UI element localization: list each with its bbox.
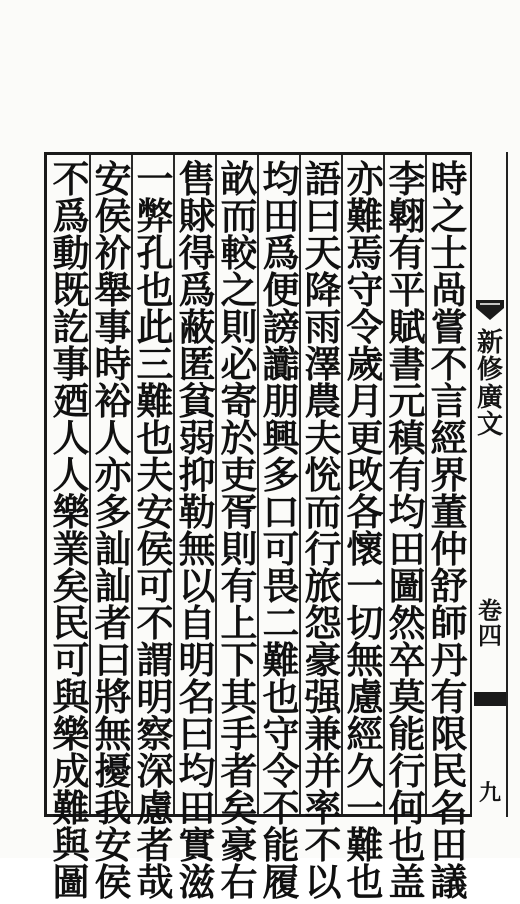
character: 哉 [136, 860, 174, 904]
character: 手 [220, 712, 258, 756]
character: 田 [388, 527, 426, 571]
character: 均 [388, 490, 426, 534]
character: 業 [52, 527, 90, 571]
character: 也 [388, 823, 426, 867]
character: 田 [262, 194, 300, 238]
character: 較 [220, 231, 258, 275]
text-column [343, 157, 387, 904]
character: 能 [262, 823, 300, 867]
character: 平 [388, 268, 426, 312]
character: 降 [304, 268, 342, 312]
character: 夫 [136, 453, 174, 497]
character: 貧 [178, 379, 216, 423]
character: 不 [262, 786, 300, 830]
character: 多 [94, 490, 132, 534]
character: 可 [262, 527, 300, 571]
character: 仲 [430, 527, 468, 571]
character: 亦 [346, 157, 384, 201]
gutter-border [506, 152, 508, 817]
character: 人 [52, 416, 90, 460]
character: 翺 [388, 194, 426, 238]
character: 與 [52, 823, 90, 867]
character: 胥 [220, 490, 258, 534]
character: 也 [346, 860, 384, 904]
character: 難 [346, 823, 384, 867]
character: 時 [94, 342, 132, 386]
character: 時 [430, 157, 468, 201]
character: 而 [304, 490, 342, 534]
character: 既 [52, 268, 90, 312]
text-column [301, 157, 345, 904]
character: 率 [304, 786, 342, 830]
character: 則 [220, 527, 258, 571]
character: 議 [430, 860, 468, 904]
character: 書 [388, 342, 426, 386]
character: 訕 [94, 564, 132, 608]
character: 難 [346, 194, 384, 238]
character: 舒 [430, 564, 468, 608]
character: 明 [178, 638, 216, 682]
character: 安 [94, 157, 132, 201]
character: 無 [94, 712, 132, 756]
character: 成 [52, 749, 90, 793]
gutter-character: 卷 [478, 596, 502, 625]
gutter-character: 新 [476, 328, 503, 358]
character: 廼 [52, 379, 90, 423]
character: 李 [388, 157, 426, 201]
character: 澤 [304, 342, 342, 386]
character: 有 [220, 564, 258, 608]
character: 無 [346, 638, 384, 682]
character: 其 [220, 675, 258, 719]
character: 慮 [136, 786, 174, 830]
character: 田 [430, 823, 468, 867]
character: 畝 [220, 157, 258, 201]
text-column [385, 157, 429, 904]
character: 侯 [136, 527, 174, 571]
character: 曰 [94, 638, 132, 682]
character: 豪 [220, 823, 258, 867]
gutter-block-mark [474, 692, 506, 706]
character: 以 [178, 564, 216, 608]
character: 興 [262, 416, 300, 460]
character: 自 [178, 601, 216, 645]
character: 二 [262, 601, 300, 645]
character: 謂 [136, 638, 174, 682]
character: 事 [94, 305, 132, 349]
character: 有 [388, 453, 426, 497]
character: 爲 [52, 194, 90, 238]
character: 旅 [304, 564, 342, 608]
character: 爲 [262, 231, 300, 275]
character: 安 [136, 490, 174, 534]
character: 嘗 [430, 305, 468, 349]
character: 圖 [52, 860, 90, 904]
character: 元 [388, 379, 426, 423]
character: 守 [262, 712, 300, 756]
character: 經 [430, 416, 468, 460]
character: 均 [178, 749, 216, 793]
character: 更 [346, 416, 384, 460]
character: 田 [178, 786, 216, 830]
character: 言 [430, 379, 468, 423]
character: 何 [388, 786, 426, 830]
character: 弊 [136, 194, 174, 238]
character: 民 [52, 601, 90, 645]
character: 界 [430, 453, 468, 497]
character: 一 [346, 786, 384, 830]
text-column [91, 157, 135, 904]
character: 裕 [94, 379, 132, 423]
character: 於 [220, 416, 258, 460]
text-column [259, 157, 303, 904]
character: 限 [430, 712, 468, 756]
character: 亦 [94, 453, 132, 497]
gutter-bottom-mark: 九 [478, 780, 501, 806]
character: 謗 [262, 305, 300, 349]
gutter-character: 廣 [476, 382, 503, 413]
character: 不 [304, 823, 342, 867]
character: 難 [136, 379, 174, 423]
character: 與 [52, 675, 90, 719]
character: 無 [178, 527, 216, 571]
character: 樂 [52, 490, 90, 534]
character: 動 [52, 231, 90, 275]
character: 明 [136, 675, 174, 719]
character: 歲 [346, 342, 384, 386]
character: 行 [388, 749, 426, 793]
character: 也 [136, 416, 174, 460]
character: 經 [346, 712, 384, 756]
character: 朋 [262, 379, 300, 423]
character: 切 [346, 601, 384, 645]
character: 賕 [178, 194, 216, 238]
character: 口 [262, 490, 300, 534]
gutter-title [474, 330, 506, 439]
character: 有 [430, 675, 468, 719]
character: 必 [220, 342, 258, 386]
character: 深 [136, 749, 174, 793]
fishtail-mark-icon [476, 300, 504, 322]
character: 孔 [136, 231, 174, 275]
character: 矣 [52, 564, 90, 608]
character: 懷 [346, 527, 384, 571]
character: 天 [304, 231, 342, 275]
character: 祄 [94, 231, 132, 275]
text-frame [44, 152, 472, 904]
character: 履 [262, 860, 300, 904]
character: 月 [346, 379, 384, 423]
character: 察 [136, 712, 174, 756]
character: 然 [388, 601, 426, 645]
character: 吏 [220, 453, 258, 497]
character: 攺 [346, 453, 384, 497]
character: 也 [136, 268, 174, 312]
character: 以 [304, 860, 342, 904]
gutter-character: 修 [476, 355, 503, 386]
gutter-page-label [474, 596, 506, 651]
gutter-character: 文 [476, 409, 503, 440]
character: 農 [304, 379, 342, 423]
character: 曰 [304, 194, 342, 238]
character: 不 [52, 157, 90, 201]
character: 有 [388, 231, 426, 275]
text-column [49, 157, 93, 904]
character: 難 [52, 786, 90, 830]
character: 强 [304, 675, 342, 719]
text-column [175, 157, 219, 904]
text-column [217, 157, 261, 904]
character: 豪 [304, 638, 342, 682]
character: 而 [220, 194, 258, 238]
character: 各 [346, 490, 384, 534]
character: 并 [304, 749, 342, 793]
character: 擾 [94, 749, 132, 793]
character: 訕 [94, 527, 132, 571]
character: 侯 [94, 194, 132, 238]
character: 訖 [52, 305, 90, 349]
character: 我 [94, 786, 132, 830]
character: 盖 [388, 860, 426, 904]
character: 之 [220, 268, 258, 312]
character: 慮 [346, 675, 384, 719]
character: 人 [52, 453, 90, 497]
character: 民 [430, 749, 468, 793]
gutter-character: 四 [478, 621, 502, 651]
character: 上 [220, 601, 258, 645]
character: 人 [94, 416, 132, 460]
character: 均 [262, 157, 300, 201]
character: 一 [136, 157, 174, 201]
character: 滋 [178, 860, 216, 904]
character: 可 [52, 638, 90, 682]
character: 弱 [178, 416, 216, 460]
character: 賦 [388, 305, 426, 349]
character: 一 [346, 564, 384, 608]
character: 寄 [220, 379, 258, 423]
character: 圖 [388, 564, 426, 608]
character: 曰 [178, 712, 216, 756]
character: 士 [430, 231, 468, 275]
character: 語 [304, 157, 342, 201]
character: 蔽 [178, 305, 216, 349]
text-column [133, 157, 177, 904]
character: 不 [430, 342, 468, 386]
character: 勒 [178, 490, 216, 534]
character: 卒 [388, 638, 426, 682]
character: 師 [430, 601, 468, 645]
character: 者 [94, 601, 132, 645]
character: 讟 [262, 342, 300, 386]
character: 樂 [52, 712, 90, 756]
character: 之 [430, 194, 468, 238]
character: 多 [262, 453, 300, 497]
character: 矣 [220, 786, 258, 830]
character: 兼 [304, 712, 342, 756]
character: 實 [178, 823, 216, 867]
character: 難 [262, 638, 300, 682]
character: 抑 [178, 453, 216, 497]
character: 匿 [178, 342, 216, 386]
character: 畏 [262, 564, 300, 608]
character: 焉 [346, 231, 384, 275]
character: 也 [262, 675, 300, 719]
character: 舉 [94, 268, 132, 312]
character: 守 [346, 268, 384, 312]
character: 下 [220, 638, 258, 682]
character: 售 [178, 157, 216, 201]
character: 得 [178, 231, 216, 275]
character: 不 [136, 601, 174, 645]
character: 令 [262, 749, 300, 793]
character: 右 [220, 860, 258, 904]
character: 名 [430, 786, 468, 830]
character: 稹 [388, 416, 426, 460]
character: 則 [220, 305, 258, 349]
character: 爲 [178, 268, 216, 312]
character: 將 [94, 675, 132, 719]
character: 雨 [304, 305, 342, 349]
character: 董 [430, 490, 468, 534]
character: 丹 [430, 638, 468, 682]
character: 侯 [94, 860, 132, 904]
character: 事 [52, 342, 90, 386]
character: 怨 [304, 601, 342, 645]
character: 可 [136, 564, 174, 608]
character: 安 [94, 823, 132, 867]
character: 莫 [388, 675, 426, 719]
character: 夫 [304, 416, 342, 460]
character: 者 [220, 749, 258, 793]
character: 恱 [304, 453, 342, 497]
character: 能 [388, 712, 426, 756]
character: 名 [178, 675, 216, 719]
character: 便 [262, 268, 300, 312]
character: 令 [346, 305, 384, 349]
character: 此 [136, 305, 174, 349]
character: 三 [136, 342, 174, 386]
character: 者 [136, 823, 174, 867]
character: 行 [304, 527, 342, 571]
character: 咼 [430, 268, 468, 312]
text-column [427, 157, 471, 904]
character: 久 [346, 749, 384, 793]
